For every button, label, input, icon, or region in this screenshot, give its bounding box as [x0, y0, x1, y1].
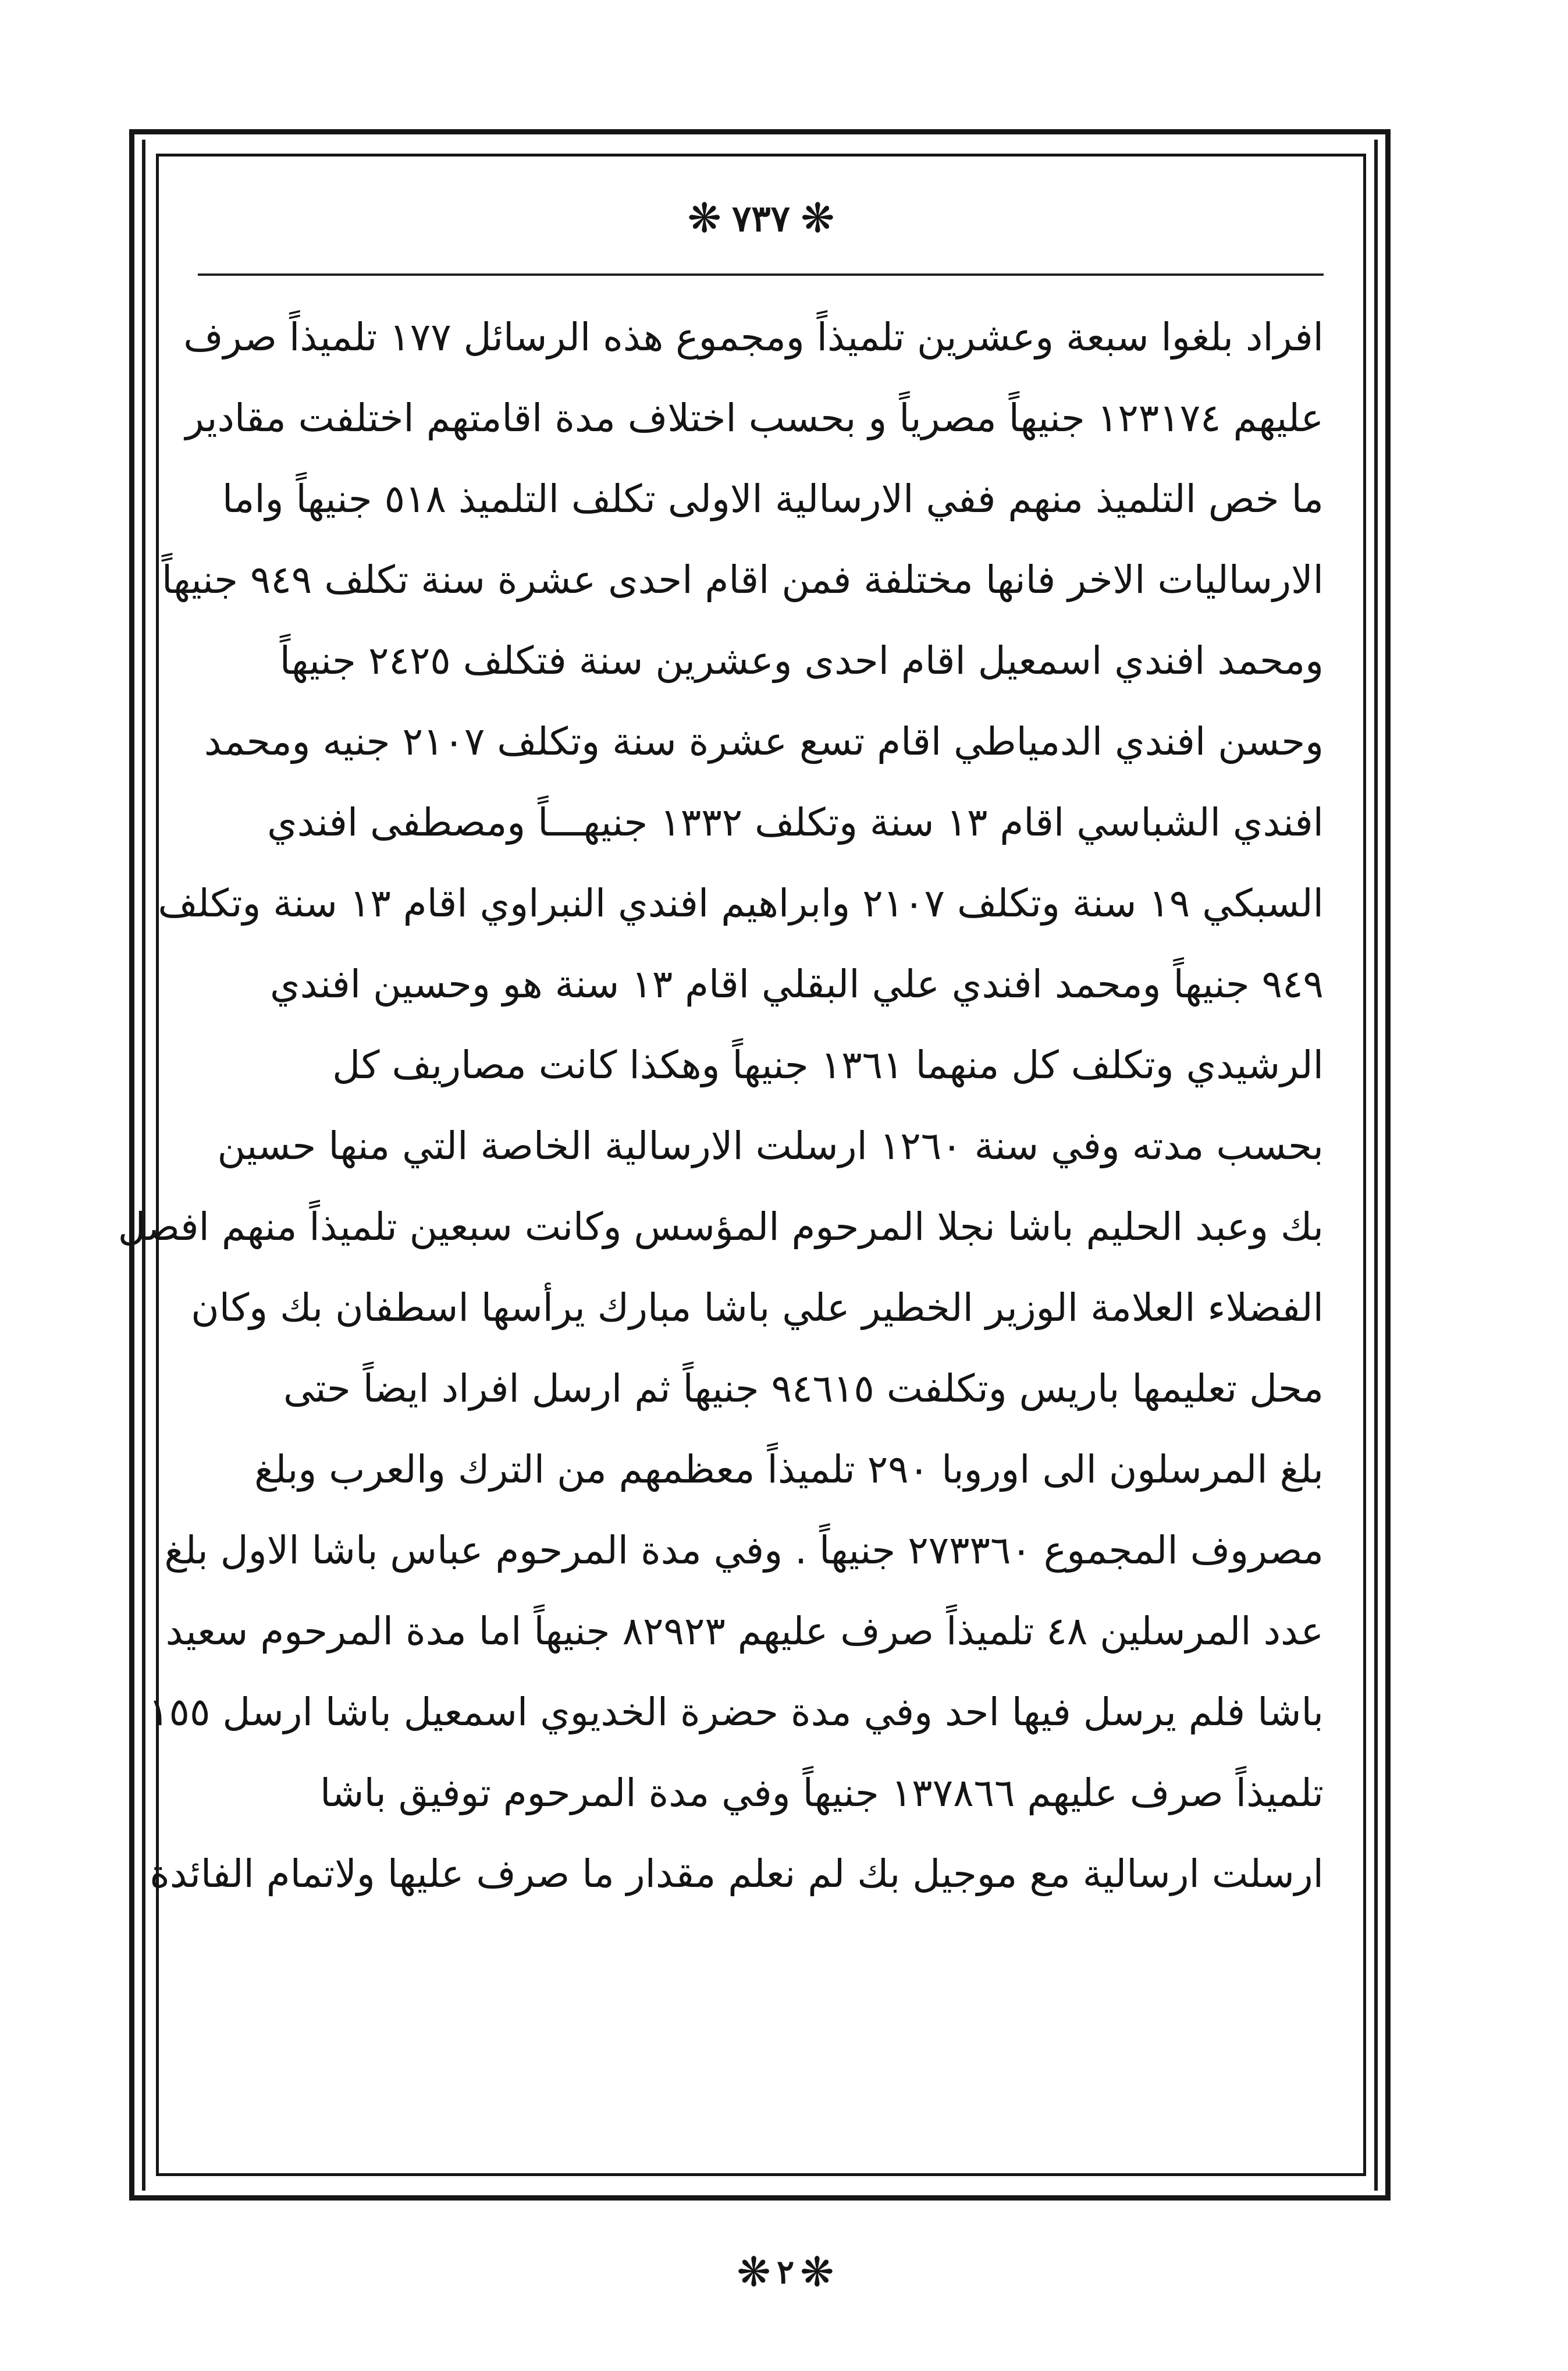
text-line: ما خص التلميذ منهم ففي الارسالية الاولى تكلف التلميذ ٥١٨ جنيهاً واما: [222, 477, 1324, 521]
text-line: ٩٤٩ جنيهاً ومحمد افندي علي البقلي اقام ١٣ سنة هو وحسين افندي: [270, 962, 1324, 1007]
text-line: وحسن افندي الدمياطي اقام تسع عشرة سنة وتكلف ٢١٠٧ جنيه ومحمد: [204, 719, 1324, 764]
star-ornament-icon: ❋: [687, 194, 722, 242]
page-border-left-bar: [142, 140, 145, 2191]
text-line: افندي الشباسي اقام ١٣ سنة وتكلف ١٣٣٢ جنيهـــاً ومصطفى افندي: [267, 800, 1324, 845]
star-ornament-icon: ❋: [800, 2248, 834, 2296]
signature-mark: ٢: [776, 2253, 795, 2291]
text-line: عليهم ١٢٣١٧٤ جنيهاً مصرياً و بحسب اختلاف مدة اقامتهم اختلفت مقادير: [185, 396, 1324, 440]
page-footer: [687, 2240, 884, 2304]
text-line: الفضلاء العلامة الوزير الخطير علي باشا مبارك يرأسها اسطفان بك وكان: [191, 1285, 1324, 1330]
header-rule: [198, 273, 1324, 276]
body-text: [118, 297, 1324, 2147]
page-header: [156, 186, 1366, 250]
text-line: محل تعليمها باريس وتكلفت ٩٤٦١٥ جنيهاً ثم ارسل افراد ايضاً حتى: [283, 1366, 1324, 1411]
text-line: بك وعبد الحليم باشا نجلا المرحوم المؤسس وكانت سبعين تلميذاً منهم افضل: [118, 1204, 1324, 1249]
star-ornament-icon: ❋: [800, 194, 835, 242]
page-number: ٧٣٧: [732, 197, 790, 240]
text-line: بلغ المرسلون الى اوروبا ٢٩٠ تلميذاً معظمهم من الترك والعرب وبلغ: [254, 1447, 1324, 1492]
text-line: الرشيدي وتكلف كل منهما ١٣٦١ جنيهاً وهكذا كانت مصاريف كل: [332, 1043, 1324, 1087]
text-line: افراد بلغوا سبعة وعشرين تلميذاً ومجموع هذه الرسائل ١٧٧ تلميذاً صرف: [183, 315, 1324, 360]
text-line: مصروف المجموع ٢٧٣٣٦٠ جنيهاً . وفي مدة المرحوم عباس باشا الاول بلغ: [164, 1528, 1324, 1573]
text-line: الارساليات الاخر فانها مختلفة فمن اقام احدى عشرة سنة تكلف ٩٤٩ جنيهاً: [161, 557, 1324, 602]
text-line: عدد المرسلين ٤٨ تلميذاً صرف عليهم ٨٢٩٢٣ جنيهاً اما مدة المرحوم سعيد: [165, 1609, 1324, 1654]
text-line: السبكي ١٩ سنة وتكلف ٢١٠٧ وابراهيم افندي النبراوي اقام ١٣ سنة وتكلف: [158, 881, 1324, 926]
text-line: ارسلت ارسالية مع موجيل بك لم نعلم مقدار ما صرف عليها ولاتمام الفائدة: [150, 1851, 1324, 1896]
text-line: باشا فلم يرسل فيها احد وفي مدة حضرة الخديوي اسمعيل باشا ارسل ١٥٥: [148, 1690, 1324, 1734]
star-ornament-icon: ❋: [737, 2248, 771, 2296]
text-line: بحسب مدته وفي سنة ١٢٦٠ ارسلت الارسالية الخاصة التي منها حسين: [217, 1124, 1324, 1168]
text-line: تلميذاً صرف عليهم ١٣٧٨٦٦ جنيهاً وفي مدة المرحوم توفيق باشا: [320, 1771, 1324, 1815]
text-line: ومحمد افندي اسمعيل اقام احدى وعشرين سنة فتكلف ٢٤٢٥ جنيهاً: [279, 638, 1324, 683]
page-border-right-bar: [1374, 140, 1378, 2191]
